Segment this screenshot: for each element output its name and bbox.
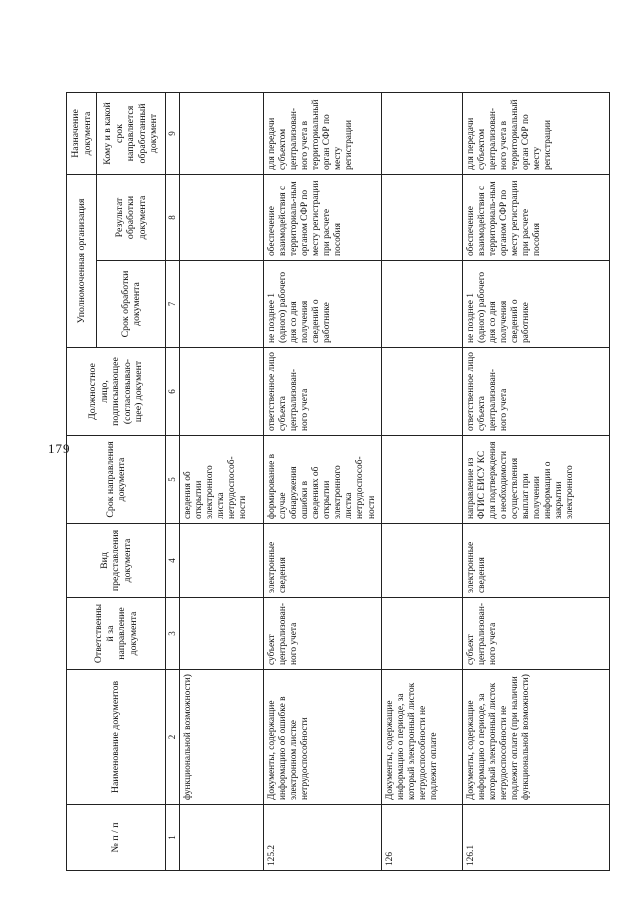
cell-processing-time: не позднее 1 (одного) рабочего дня со дня получения сведений о работнике — [462, 261, 609, 348]
cell-signer — [179, 348, 263, 436]
cell-signer: ответственное лицо субъекта централизован-ного учета — [462, 348, 609, 436]
cell-form: электронные сведения — [263, 524, 381, 598]
cell-form: электронные сведения — [462, 524, 609, 598]
column-number: 9 — [166, 92, 180, 174]
cell-deadline — [381, 436, 462, 524]
cell-processing-time: не позднее 1 (одного) рабочего дня со дня получения сведений о работнике — [263, 261, 381, 348]
cell-destination — [179, 92, 263, 174]
header-destination: Назначение документа — [67, 92, 97, 174]
page-number: 179 — [48, 441, 71, 456]
cell-no: 126 — [381, 805, 462, 871]
cell-responsible: субъект централизован-ного учета — [462, 598, 609, 670]
column-number: 7 — [166, 261, 180, 348]
cell-signer: ответственное лицо субъекта централизован-ного учета — [263, 348, 381, 436]
cell-form — [179, 524, 263, 598]
cell-form — [381, 524, 462, 598]
header-deadline: Срок направления документа — [67, 436, 166, 524]
column-number: 3 — [166, 598, 180, 670]
cell-processing-result — [179, 174, 263, 260]
header-form: Вид представления документа — [67, 524, 166, 598]
header-processing-time: Срок обработки документа — [97, 261, 166, 348]
cell-processing-result — [381, 174, 462, 260]
column-number: 8 — [166, 174, 180, 260]
column-number: 1 — [166, 805, 180, 871]
table-row — [179, 92, 263, 870]
cell-deadline: сведения об открытии электронного листка нетрудоспособ-ности — [179, 436, 263, 524]
header-signer: Должностное лицо, подписывающее (согласовываю-щее) документ — [67, 348, 166, 436]
header-no: № п / п — [67, 805, 166, 871]
cell-destination — [381, 92, 462, 174]
cell-responsible: субъект централизован-ного учета — [263, 598, 381, 670]
cell-responsible — [179, 598, 263, 670]
table-row — [381, 92, 462, 870]
column-number: 4 — [166, 524, 180, 598]
cell-processing-time — [179, 261, 263, 348]
header-authorized-org: Уполномоченная организация — [67, 174, 97, 347]
document-table — [66, 92, 610, 871]
table-row — [462, 92, 609, 870]
header-name: Наименование документов — [67, 670, 166, 805]
cell-name: Документы, содержащие информацию о периоде, за который электронный листок нетрудоспособности не подлежит оплате — [381, 670, 462, 805]
cell-destination: для передачи субъектом централизован-ного учета в территориальный орган СФР по месту регистрации — [263, 92, 381, 174]
cell-deadline: формирование в случае обнаружения ошибки в сведениях об открытии электронного листка нетрудоспособ-ности — [263, 436, 381, 524]
header-responsible: Ответственный за направление документа — [67, 598, 166, 670]
cell-processing-result: обеспечение взаимодействия с территориаль-ным органом СФР по месту регистрации при расчете пособия — [263, 174, 381, 260]
table-row — [263, 92, 381, 870]
header-processing-result: Результат обработки документа — [97, 174, 166, 260]
cell-destination: для передачи субъектом централизован-ного учета в территориальный орган СФР по месту регистрации — [462, 92, 609, 174]
cell-name: Документы, содержащие информацию об ошибке в электронном листке нетрудоспособности — [263, 670, 381, 805]
cell-no: 125.2 — [263, 805, 381, 871]
column-number: 6 — [166, 348, 180, 436]
cell-name: функциональной возможности) — [179, 670, 263, 805]
cell-processing-time — [381, 261, 462, 348]
cell-processing-result: обеспечение взаимодействия с территориаль-ным органом СФР по месту регистрации при расчете пособия — [462, 174, 609, 260]
cell-no — [179, 805, 263, 871]
header-destination-sub: Кому и в какой срок направляется обработанный документ — [97, 92, 166, 174]
cell-signer — [381, 348, 462, 436]
cell-no: 126.1 — [462, 805, 609, 871]
column-number: 5 — [166, 436, 180, 524]
cell-name: Документы, содержащие информацию о периоде, за который электронный листок нетрудоспособности не подлежит оплате (при наличии функциональной возможности) — [462, 670, 609, 805]
column-number: 2 — [166, 670, 180, 805]
cell-deadline: направление из ФГИС ЕИСУ КС для подтверждения о необходимости осуществления выплат при получении информации о закрытии электронного — [462, 436, 609, 524]
cell-responsible — [381, 598, 462, 670]
